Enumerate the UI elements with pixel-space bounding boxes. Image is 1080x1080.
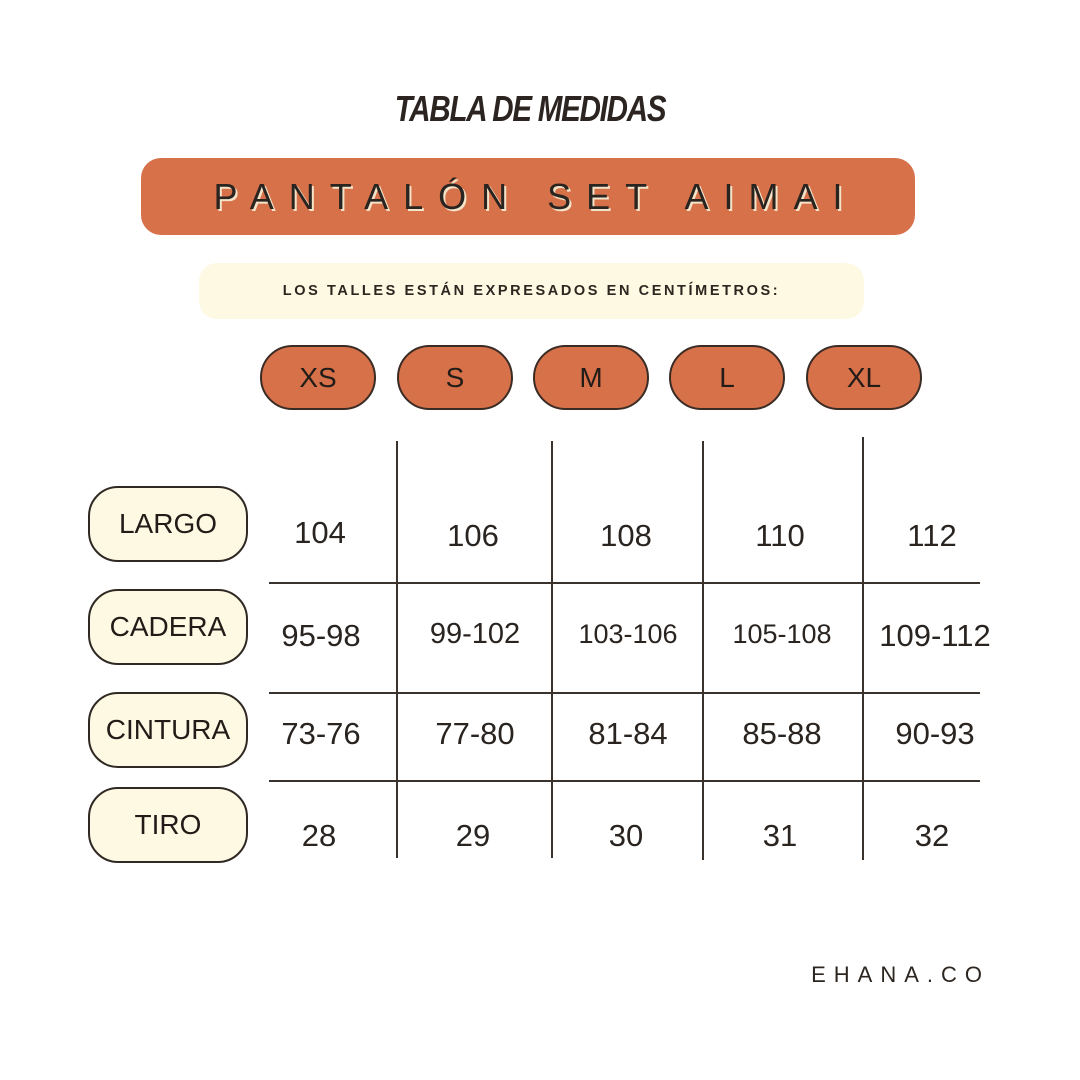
size-pill-xl: XL [806, 345, 922, 410]
product-banner [141, 158, 915, 235]
table-cell: 29 [455, 818, 491, 853]
row-label-cintura: CINTURA [88, 692, 248, 768]
row-label-largo: LARGO [88, 486, 248, 562]
grid-hline [269, 692, 980, 694]
table-cell: 99-102 [429, 618, 521, 650]
table-cell: 103-106 [578, 619, 678, 649]
grid-vline [396, 441, 398, 858]
table-cell: 105-108 [732, 619, 832, 649]
table-cell: 104 [294, 515, 346, 550]
table-cell: 112 [907, 518, 957, 553]
table-cell: 110 [755, 518, 805, 553]
table-cell: 90-93 [895, 716, 975, 751]
table-cell: 28 [301, 818, 337, 853]
units-note-text: LOS TALLES ESTÁN EXPRESADOS EN CENTÍMETROS: [282, 283, 781, 299]
size-pill-s: S [397, 345, 513, 410]
table-cell: 85-88 [742, 716, 822, 751]
table-cell: 73-76 [281, 716, 361, 751]
table-cell: 77-80 [435, 716, 515, 751]
grid-vline [702, 441, 704, 860]
grid-hline [269, 780, 980, 782]
grid-hline [269, 582, 980, 584]
size-pill-xs: XS [260, 345, 376, 410]
table-cell: 31 [762, 818, 798, 853]
grid-vline [551, 441, 553, 858]
row-label-cadera: CADERA [88, 589, 248, 665]
brand-footer: EHANA.CO [811, 962, 990, 987]
product-name: PANTALÓN SET AIMAI [213, 175, 858, 217]
table-cell: 81-84 [588, 716, 668, 751]
table-cell: 109-112 [879, 618, 991, 653]
units-note [199, 263, 864, 319]
row-label-tiro: TIRO [88, 787, 248, 863]
grid-vline [862, 437, 864, 860]
page-title: TABLA DE MEDIDAS [394, 88, 666, 129]
table-cell: 30 [608, 818, 644, 853]
size-pill-m: M [533, 345, 649, 410]
table-cell: 32 [914, 818, 950, 853]
size-pill-l: L [669, 345, 785, 410]
table-cell: 106 [447, 518, 499, 553]
table-cell: 108 [600, 518, 652, 553]
table-cell: 95-98 [281, 618, 361, 653]
